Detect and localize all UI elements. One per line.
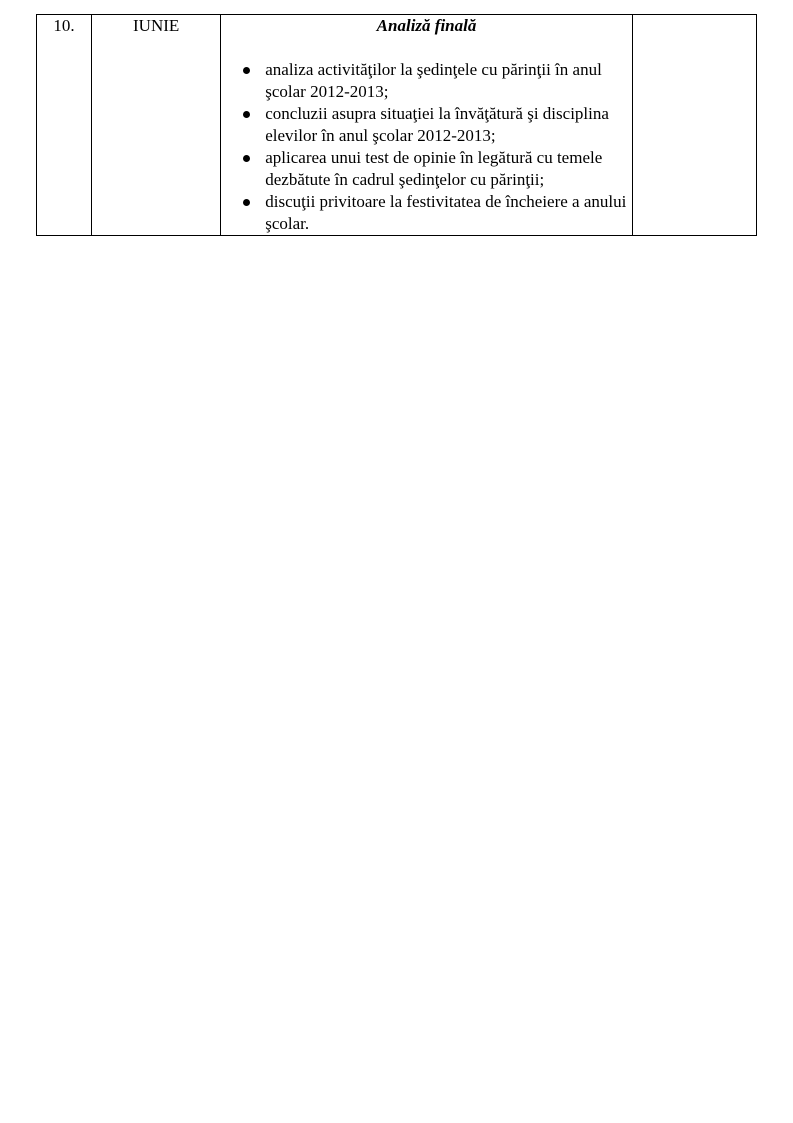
list-item [221, 147, 632, 191]
content-cell [221, 15, 633, 236]
notes-cell [632, 15, 756, 236]
list-item-text: aplicarea unui test de opinie în legătură cu temele dezbătute în cadrul şedinţelor cu părinţii; [265, 148, 603, 189]
month-cell: IUNIE [92, 15, 221, 236]
list-item [221, 191, 632, 235]
list-item-text: analiza activităţilor la şedinţele cu părinţii în anul şcolar 2012-2013; [265, 60, 602, 101]
list-item-text: concluzii asupra situaţiei la învăţătură şi disciplina elevilor în anul şcolar 2012-2013; [265, 104, 609, 145]
bullet-icon [243, 199, 250, 206]
table-row [37, 15, 757, 236]
row-number-cell: 10. [37, 15, 92, 236]
bullet-icon [243, 155, 250, 162]
activity-plan-table [36, 14, 757, 236]
bullet-icon [243, 67, 250, 74]
list-item [221, 59, 632, 103]
section-title: Analiză finală [376, 16, 477, 35]
bullet-icon [243, 111, 250, 118]
activity-list [221, 59, 632, 235]
list-item-text: discuţii privitoare la festivitatea de încheiere a anului şcolar. [265, 192, 627, 233]
list-item [221, 103, 632, 147]
